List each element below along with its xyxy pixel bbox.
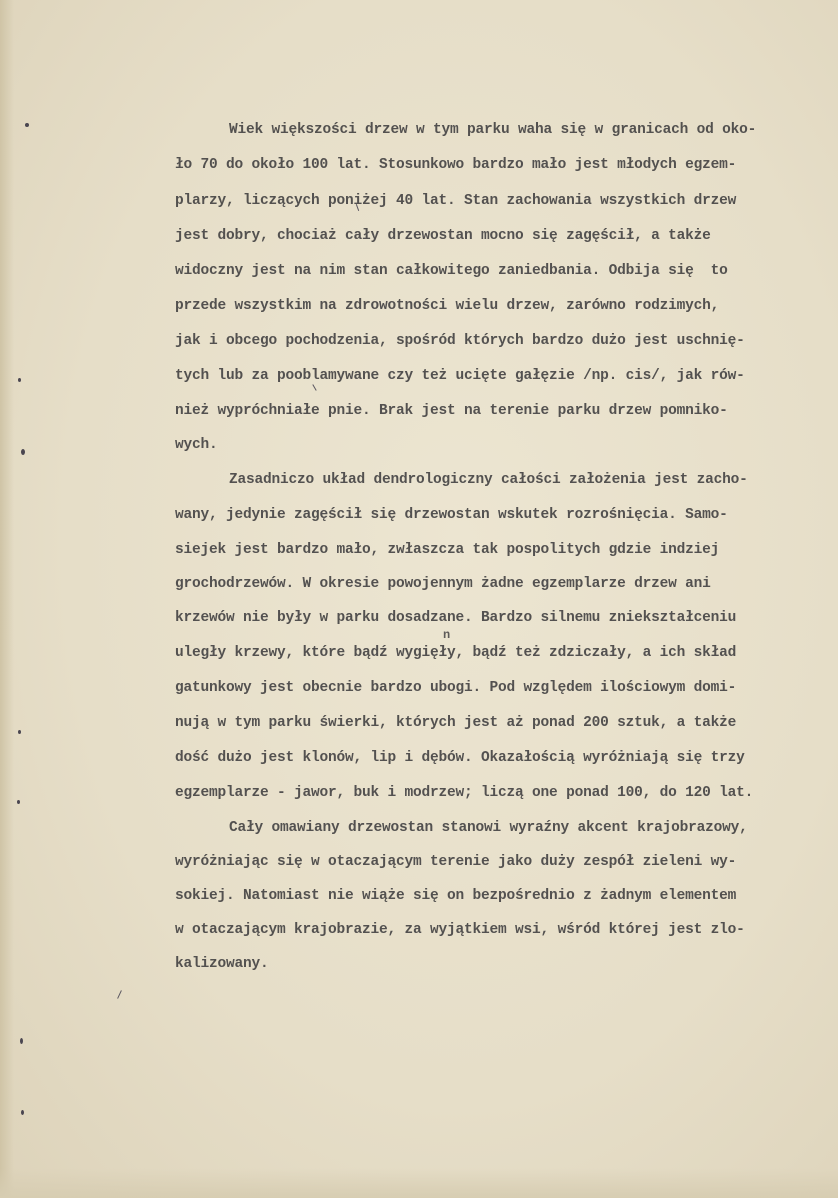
text-line: Wiek większości drzew w tym parku waha się w granicach od oko-	[229, 122, 757, 138]
page-edge-shadow	[0, 0, 14, 1198]
text-line: krzewów nie były w parku dosadzane. Bardzo silnemu zniekształceniu	[175, 610, 737, 626]
text-line: uległy krzewy, które bądź wygięły, bądź też zdziczały, a ich skład	[175, 645, 737, 661]
margin-mark	[20, 1038, 23, 1044]
margin-mark	[18, 378, 21, 382]
text-line: dość dużo jest klonów, lip i dębów. Okazałością wyróżniają się trzy	[175, 750, 745, 766]
text-line: Cały omawiany drzewostan stanowi wyraźny akcent krajobrazowy,	[229, 820, 748, 836]
margin-mark	[17, 800, 20, 804]
pencil-mark	[117, 990, 122, 999]
text-line: w otaczającym krajobrazie, za wyjątkiem wsi, wśród której jest zlo-	[175, 922, 745, 938]
margin-mark	[25, 123, 29, 127]
margin-mark	[18, 730, 21, 734]
text-line: wych.	[175, 437, 218, 453]
text-line: jak i obcego pochodzenia, spośród których bardzo dużo jest uschnię-	[175, 333, 745, 349]
text-line: sokiej. Natomiast nie wiąże się on bezpośrednio z żadnym elementem	[175, 888, 737, 904]
text-line: przede wszystkim na zdrowotności wielu drzew, zarówno rodzimych,	[175, 298, 720, 314]
text-line: gatunkowy jest obecnie bardzo ubogi. Pod względem ilościowym domi-	[175, 680, 737, 696]
text-line: grochodrzewów. W okresie powojennym żadne egzemplarze drzew ani	[175, 576, 711, 592]
text-line: tych lub za pooblamywane czy też ucięte gałęzie /np. cis/, jak rów-	[175, 368, 745, 384]
margin-mark	[21, 1110, 24, 1115]
interlinear-correction: n	[443, 628, 451, 642]
page-bottom-shadow	[0, 1168, 838, 1198]
text-line: egzemplarze - jawor, buk i modrzew; liczą one ponad 100, do 120 lat.	[175, 785, 754, 801]
text-line: kalizowany.	[175, 956, 269, 972]
text-line: ło 70 do około 100 lat. Stosunkowo bardzo mało jest młodych egzem-	[175, 157, 737, 173]
text-line: widoczny jest na nim stan całkowitego zaniedbania. Odbija się to	[175, 263, 728, 279]
text-line: nują w tym parku świerki, których jest aż ponad 200 sztuk, a także	[175, 715, 737, 731]
text-line: wyróżniając się w otaczającym terenie jako duży zespół zieleni wy-	[175, 854, 737, 870]
text-line: jest dobry, chociaż cały drzewostan mocno się zagęścił, a także	[175, 228, 711, 244]
pencil-mark	[312, 384, 316, 391]
text-line: Zasadniczo układ dendrologiczny całości założenia jest zacho-	[229, 472, 748, 488]
text-line: nież wypróchniałe pnie. Brak jest na terenie parku drzew pomniko-	[175, 403, 728, 419]
margin-mark	[21, 449, 25, 455]
text-line: plarzy, liczących poniżej 40 lat. Stan zachowania wszystkich drzew	[175, 193, 737, 209]
text-line: wany, jedynie zagęścił się drzewostan wskutek rozrośnięcia. Samo-	[175, 507, 728, 523]
text-line: siejek jest bardzo mało, zwłaszcza tak pospolitych gdzie indziej	[175, 542, 720, 558]
